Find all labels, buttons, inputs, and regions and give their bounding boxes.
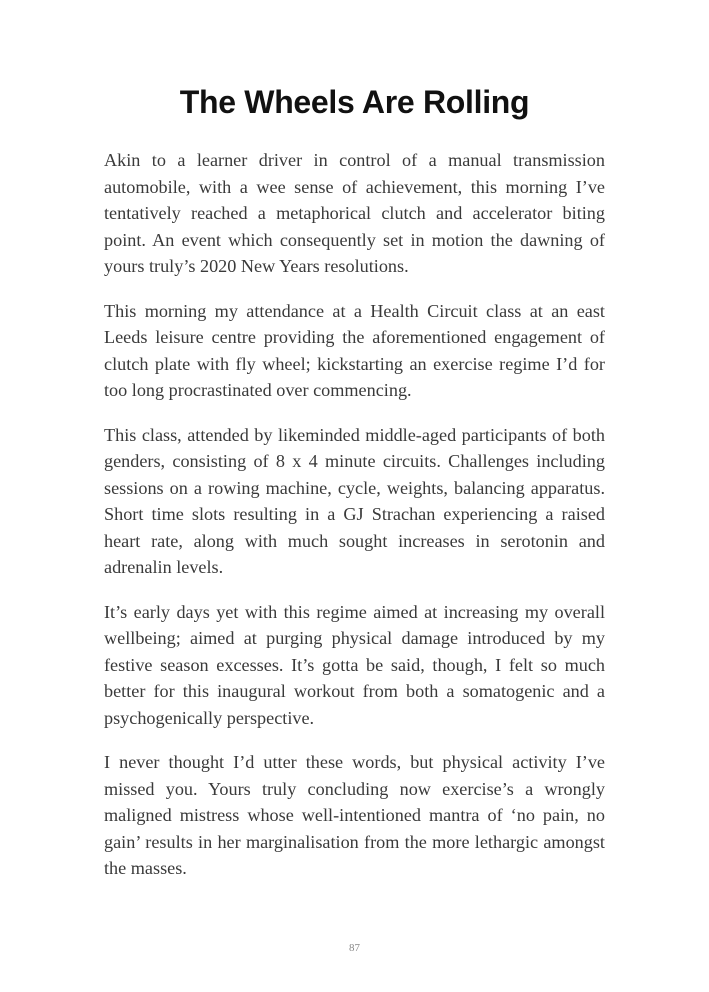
paragraph-2: This morning my attendance at a Health Circuit class at an east Leeds leisure centre providing the aforementioned engagement of clutch plate with fly wheel; kickstarting an exercise regime I’d for too long procrastinated over commencing. xyxy=(104,300,605,400)
chapter-body xyxy=(104,147,605,900)
paragraph-5: I never thought I’d utter these words, but physical activity I’ve missed you. Yours truly concluding now exercise’s a wrongly maligned mistress whose well-intentioned mantra of ‘no pain, no gain’ results in her marginalisation from the more lethargic amongst the masses. xyxy=(104,752,605,878)
paragraph-1: Akin to a learner driver in control of a manual transmission automobile, with a wee sense of achievement, this morning I’ve tentatively reached a metaphorical clutch and accelerator biting point. An event which consequently set in motion the dawning of yours truly’s 2020 New Years resolutions. xyxy=(104,150,605,276)
paragraph-4: It’s early days yet with this regime aimed at increasing my overall wellbeing; aimed at purging physical damage introduced by my festive season excesses. It’s gotta be said, though, I felt so much better for this inaugural workout from both a somatogenic and a psychogenically perspective. xyxy=(104,601,605,728)
page-number: 87 xyxy=(349,942,360,954)
chapter-title: The Wheels Are Rolling xyxy=(179,84,530,120)
paragraph-3: This class, attended by likeminded middle-aged participants of both genders, consisting of 8 x 4 minute circuits. Challenges including sessions on a rowing machine, cycle, weights, balancing apparatus. Short time slots resulting in a GJ Strachan experiencing a raised heart rate, along with much sought increases in serotonin and adrenalin levels. xyxy=(104,424,605,577)
